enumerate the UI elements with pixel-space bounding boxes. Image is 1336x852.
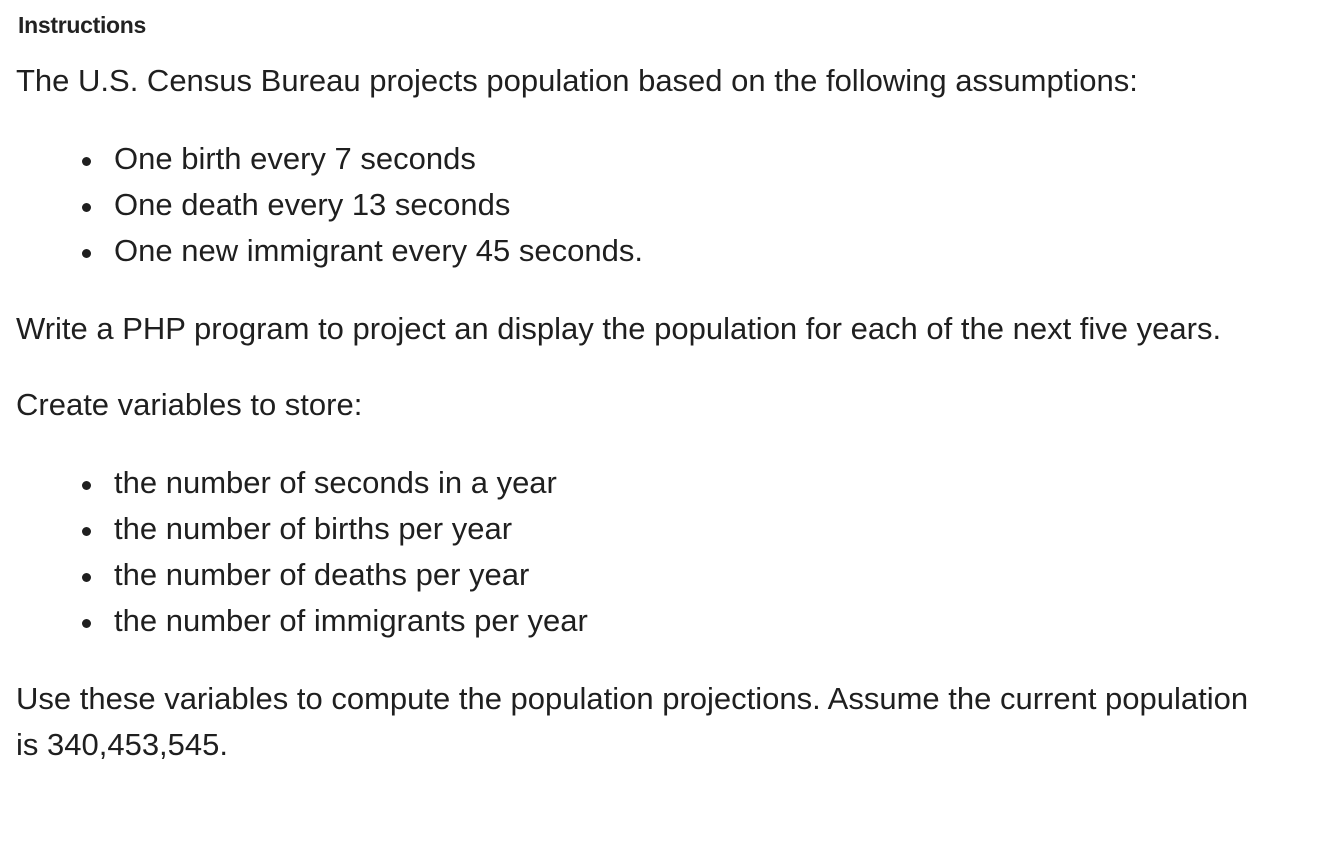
list-item: the number of births per year [114, 506, 1256, 552]
list-item: One new immigrant every 45 seconds. [114, 228, 1256, 274]
instructions-body [16, 58, 1256, 768]
assumptions-list [16, 136, 1256, 274]
list-item: One death every 13 seconds [114, 182, 1256, 228]
list-item: the number of immigrants per year [114, 598, 1256, 644]
intro-paragraph: The U.S. Census Bureau projects population based on the following assumptions: [16, 63, 1138, 98]
instructions-heading: Instructions [18, 12, 147, 38]
variables-list [16, 460, 1256, 644]
closing-paragraph: Use these variables to compute the population projections. Assume the current population is 340,453,545. [16, 681, 1249, 762]
variables-intro: Create variables to store: [16, 387, 363, 422]
list-item: One birth every 7 seconds [114, 136, 1256, 182]
list-item: the number of deaths per year [114, 552, 1256, 598]
list-item: the number of seconds in a year [114, 460, 1256, 506]
task-paragraph: Write a PHP program to project an display the population for each of the next five years. [16, 311, 1222, 346]
